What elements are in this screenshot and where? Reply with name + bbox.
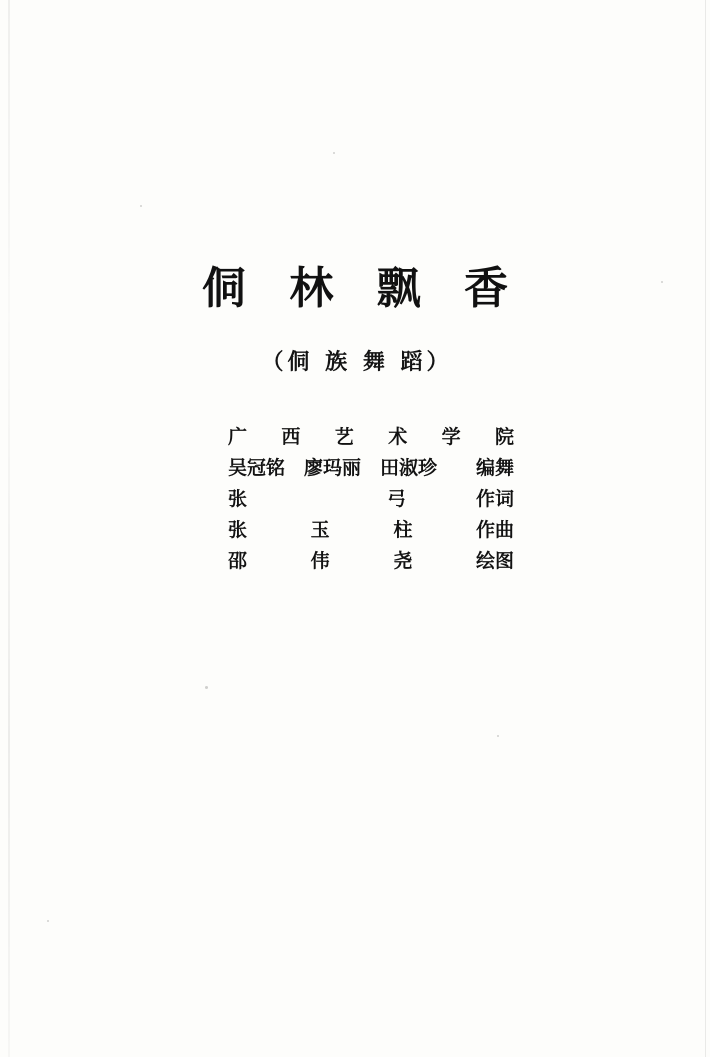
credit-name-char-1: 张 (228, 488, 248, 510)
page-subtitle: （侗 族 舞 蹈） (261, 349, 453, 375)
credit-name-char-2: 伟 (310, 550, 330, 572)
credit-name-char-1: 张 (228, 519, 248, 541)
credit-name-char-3: 尧 (393, 550, 413, 572)
credit-role: 编舞 (475, 457, 514, 479)
credits-block (228, 422, 514, 577)
credit-choreography (228, 453, 514, 484)
credit-role: 作词 (475, 488, 514, 510)
paper-speck (140, 205, 142, 207)
page-left-edge-shadow (8, 0, 10, 1057)
page-title: 侗 林 飘 香 (202, 263, 522, 314)
paper-speck (47, 920, 49, 922)
credit-illustrator (228, 546, 514, 577)
credit-name-char-2: 玉 (310, 519, 330, 541)
credit-composer (228, 515, 514, 546)
credit-lyrics (228, 484, 514, 515)
credit-name-char-1: 邵 (228, 550, 248, 572)
credit-names: 吴冠铭 廖玛丽 田淑珍 (228, 457, 438, 479)
credit-name-char-3: 柱 (393, 519, 413, 541)
credit-name-char-3: 弓 (386, 488, 406, 510)
paper-speck (205, 686, 208, 689)
page-right-edge-shadow (705, 0, 706, 1057)
credit-institution: 广 西 艺 术 学 院 (228, 426, 514, 448)
credit-role: 绘图 (475, 550, 514, 572)
paper-speck (497, 735, 499, 737)
paper-speck (333, 152, 335, 154)
credit-role: 作曲 (475, 519, 514, 541)
